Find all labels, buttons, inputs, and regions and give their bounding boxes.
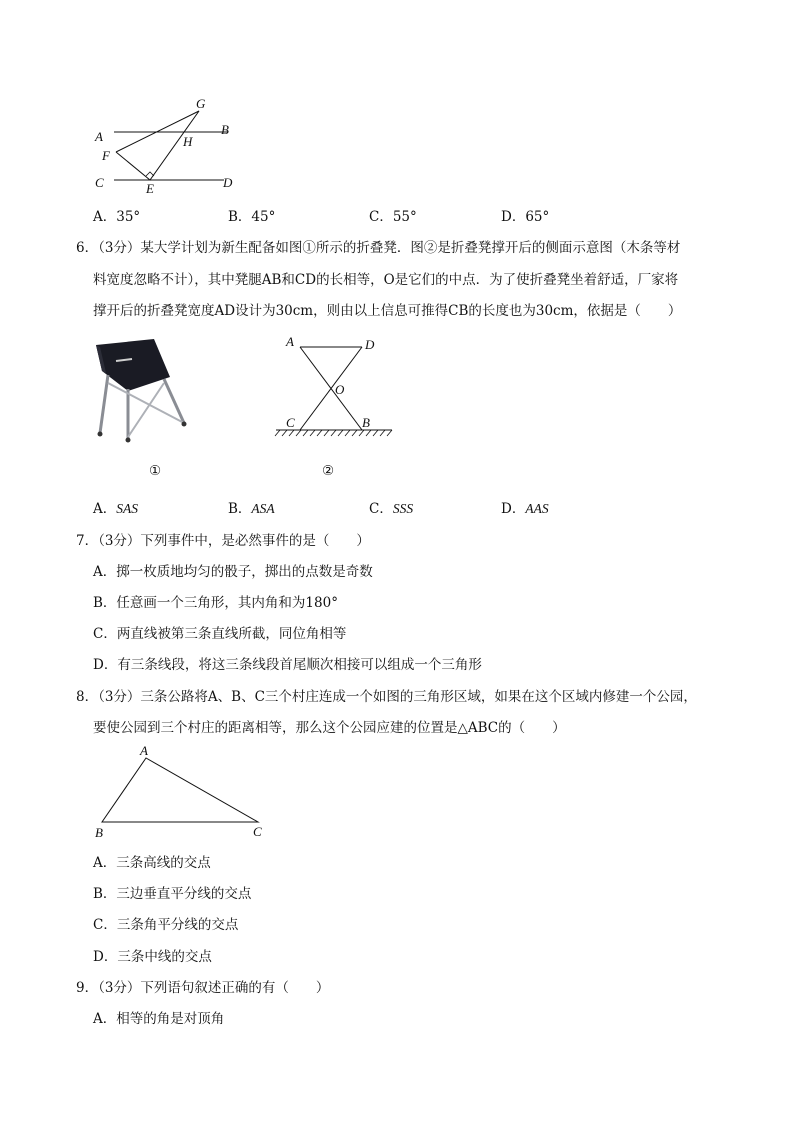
figure-caption-1: ① [149, 463, 162, 479]
q5-label-e: E [146, 181, 154, 196]
q7-option-b: B．任意画一个三角形，其内角和为180° [93, 595, 338, 611]
stool-side-view-diagram [270, 330, 400, 440]
q7-stem: 7．（3分）下列事件中，是必然事件的是（ ） [76, 533, 370, 549]
q9-option-a: A．相等的角是对顶角 [93, 1011, 225, 1027]
q7-option-a: A．掷一枚质地均匀的骰子，掷出的点数是奇数 [93, 564, 373, 580]
q6-label-c: C [286, 415, 295, 430]
q5-option-c: C．55° [369, 209, 417, 225]
q5-option-a: A．35° [93, 209, 141, 225]
q6-stem-line2: 料宽度忽略不计），其中凳腿AB和CD的长相等，O是它们的中点．为了使折叠凳坐着舒适，厂家将 [93, 272, 679, 288]
q5-label-h: H [183, 134, 193, 149]
q8-option-a: A．三条高线的交点 [93, 855, 211, 871]
q8-stem-line2: 要使公园到三个村庄的距离相等，那么这个公园应建的位置是△ABC的（ ） [93, 720, 566, 736]
q5-option-b: B．45° [228, 209, 276, 225]
figure-caption-2: ② [322, 463, 335, 479]
q7-option-c: C．两直线被第三条直线所截，同位角相等 [93, 626, 347, 642]
q6-option-c: C．SSS [369, 501, 414, 517]
q9-stem: 9．（3分）下列语句叙述正确的有（ ） [76, 980, 330, 996]
q8-label-c: C [253, 824, 262, 839]
q5-label-d: D [223, 175, 233, 190]
q6-stem-line1: 6．（3分）某大学计划为新生配备如图①所示的折叠凳．图②是折叠凳撑开后的侧面示意图（木条等材 [76, 240, 681, 256]
q6-stem-line3: 撑开后的折叠凳宽度AD设计为30cm，则由以上信息可推得CB的长度也为30cm，依据是（ ） [93, 303, 682, 319]
q6-label-o: O [335, 382, 345, 397]
q8-label-a: A [140, 743, 148, 758]
q5-figure [88, 92, 248, 197]
q8-stem-line1: 8．（3分）三条公路将A、B、C三个村庄连成一个如图的三角形区域，如果在这个区域内修建一个公园， [76, 689, 697, 705]
q6-option-d: D．AAS [501, 501, 549, 517]
q8-label-b: B [95, 825, 103, 840]
q6-option-b: B．ASA [228, 501, 275, 517]
q8-triangle-figure [88, 740, 273, 840]
q6-label-b: B [362, 415, 370, 430]
q5-option-d: D．65° [501, 209, 550, 225]
q5-label-a: A [95, 129, 103, 144]
q5-label-g: G [196, 96, 206, 111]
folding-stool-photo [88, 333, 198, 445]
q8-option-b: B．三边垂直平分线的交点 [93, 886, 252, 902]
q6-label-a: A [286, 334, 294, 349]
q6-option-a: A．SAS [93, 501, 138, 517]
q5-label-f: F [102, 148, 110, 163]
q8-option-d: D．三条中线的交点 [93, 949, 212, 965]
q5-label-b: B [221, 122, 229, 137]
q6-label-d: D [365, 337, 375, 352]
q5-label-c: C [95, 175, 104, 190]
q7-option-d: D．有三条线段，将这三条线段首尾顺次相接可以组成一个三角形 [93, 657, 482, 673]
q8-option-c: C．三条角平分线的交点 [93, 917, 239, 933]
